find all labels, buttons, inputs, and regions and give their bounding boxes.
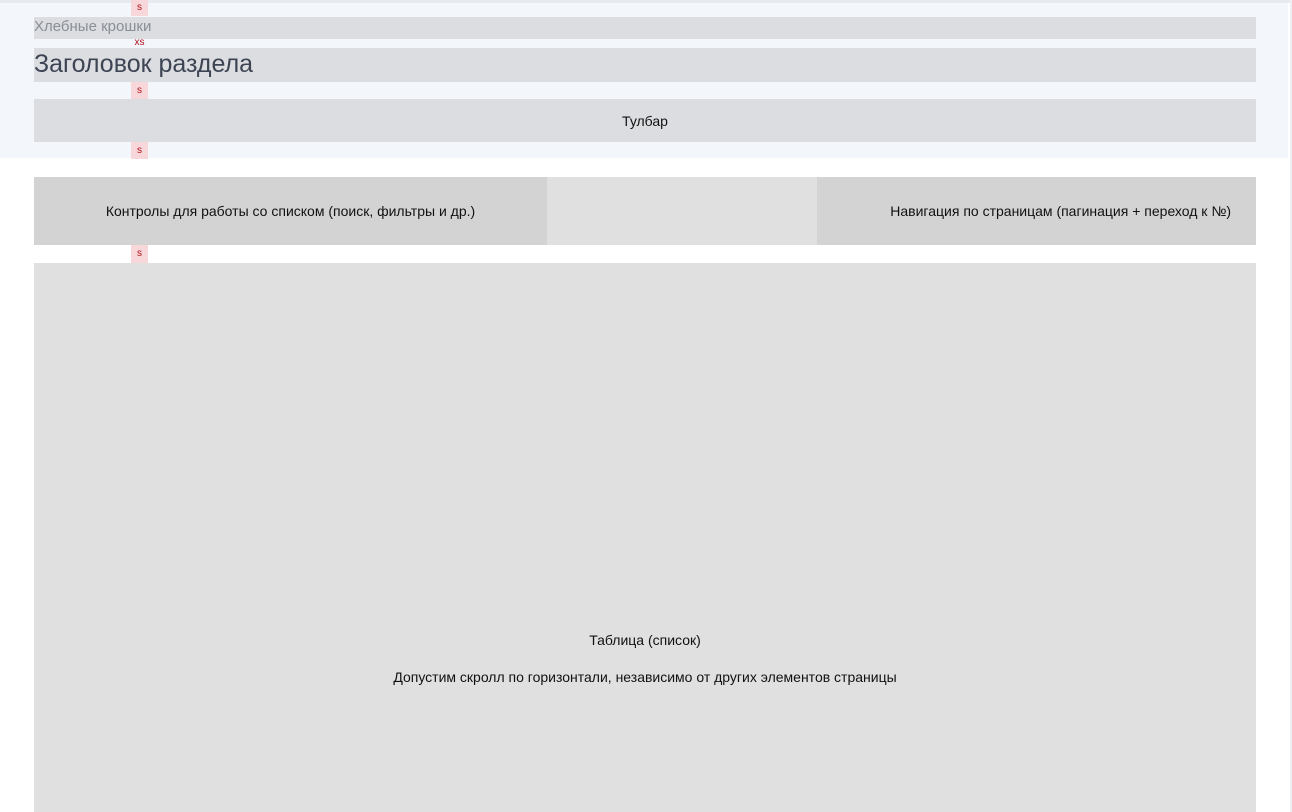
list-controls-label: Контролы для работы со списком (поиск, фильтры и др.) — [105, 203, 476, 219]
table-list[interactable] — [34, 263, 1256, 812]
breadcrumb-label: Хлебные крошки — [34, 18, 152, 35]
spacer-s-marker: s — [131, 0, 148, 16]
spacer-s-marker: s — [131, 82, 148, 99]
list-controls[interactable] — [34, 177, 547, 245]
spacer-s-marker: s — [131, 142, 148, 159]
table-scroll-note: Допустим скролл по горизонтали, независимо от других элементов страницы — [393, 669, 897, 685]
table-title: Таблица (список) — [589, 632, 701, 648]
list-controls-row — [34, 177, 1256, 245]
spacer-s-marker: s — [131, 245, 148, 263]
toolbar-label: Тулбар — [622, 112, 668, 129]
pagination-label: Навигация по страницам (пагинация + переход к №) — [890, 203, 1231, 219]
pagination[interactable] — [817, 177, 1256, 245]
spacer-xs-marker: xs — [134, 37, 145, 48]
breadcrumb[interactable] — [34, 17, 1256, 39]
toolbar[interactable] — [34, 99, 1256, 142]
page-title: Заголовок раздела — [34, 48, 1256, 82]
